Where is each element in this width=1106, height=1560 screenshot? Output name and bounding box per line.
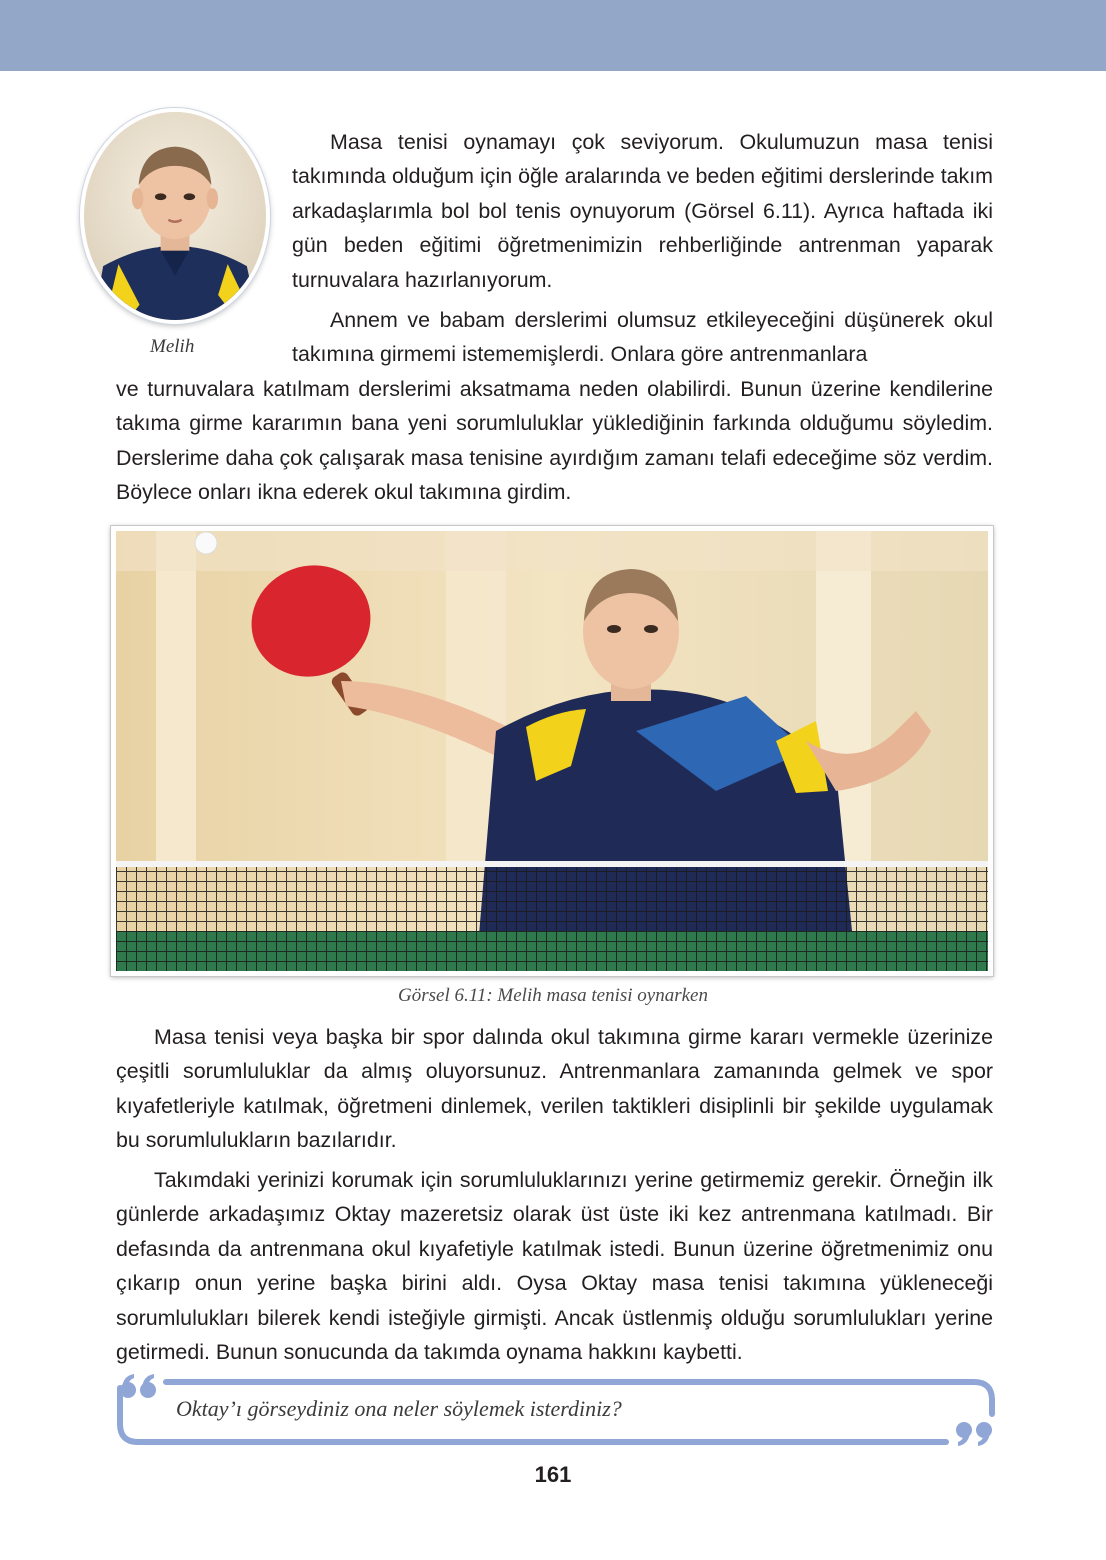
table-tennis-photo xyxy=(111,526,993,976)
intro-paragraph-1: Masa tenisi oynamayı çok seviyorum. Okulumuzun masa tenisi takımında olduğum için öğle aralarında ve beden eğitimi derslerinde takım arkadaşlarımla bol bol tenis oynuyorum (Görsel 6.11). Ayrıca haftada iki gün beden eğitimi öğretmenimizin rehberliğinde antrenman yaparak turnuvalara hazırlanıyorum. xyxy=(292,130,993,292)
melih-portrait-image xyxy=(80,108,270,324)
body-paragraph-3: Masa tenisi veya başka bir spor dalında okul takımına girme kararı vermekle üzerinize çeşitli sorumluluklar da almış oluyorsunuz. Antrenmanlara zamanında gelmek ve spor kıyafetleriyle katılmak, öğretmeni dinlemek, verilen taktikleri disiplinli bir şekilde uygulamak bu sorumlulukların bazılarıdır. xyxy=(116,1025,993,1153)
intro-paragraph-2-start: Annem ve babam derslerimi olumsuz etkileyeceğini düşünerek okul takımına girmemi istememişlerdi. Onlara göre antrenmanlara xyxy=(292,308,993,367)
intro-paragraph-2-rest: ve turnuvalara katılmam derslerimi aksatmama neden olabilirdi. Bunun üzerine kendilerine takıma girme kararımın bana yeni sorumluluklar yüklediğinin farkında olduğumu söyledim. Derslerime daha çok çalışarak masa tenisine ayırdığım zamanı telafi edeceğime söz verdim. Böylece onları ikna ederek okul takımına girdim. xyxy=(116,377,993,505)
page-number: 161 xyxy=(534,1462,572,1487)
figure-caption: Görsel 6.11: Melih masa tenisi oynarken xyxy=(398,985,708,1006)
body-paragraph-4: Takımdaki yerinizi korumak için sorumluluklarınızı yerine getirmemiz gerekir. Örneğin ilk günlerde arkadaşımız Oktay mazeretsiz olarak üst üste iki kez antrenmana katılmadı. Bir defasında da antrenmana okul kıyafetiyle katılmak istedi. Bunun üzerine öğretmenimiz onu çıkarıp onun yerine başka birini aldı. Oysa Oktay masa tenisi takımına yükleneceği sorumlulukları bilerek kendi isteğiyle girmişti. Ancak üstlenmiş olduğu sorumlulukları yerine getirmedi. Bunun sonucunda da takımda oynama hakkını kaybetti. xyxy=(116,1168,993,1365)
open-quote-icon xyxy=(120,1374,156,1398)
portrait-caption: Melih xyxy=(150,336,195,357)
close-quote-icon xyxy=(956,1422,992,1446)
header-bar xyxy=(0,0,1106,71)
quote-question: Oktay’ı görseydiniz ona neler söylemek isterdiniz? xyxy=(176,1396,622,1421)
